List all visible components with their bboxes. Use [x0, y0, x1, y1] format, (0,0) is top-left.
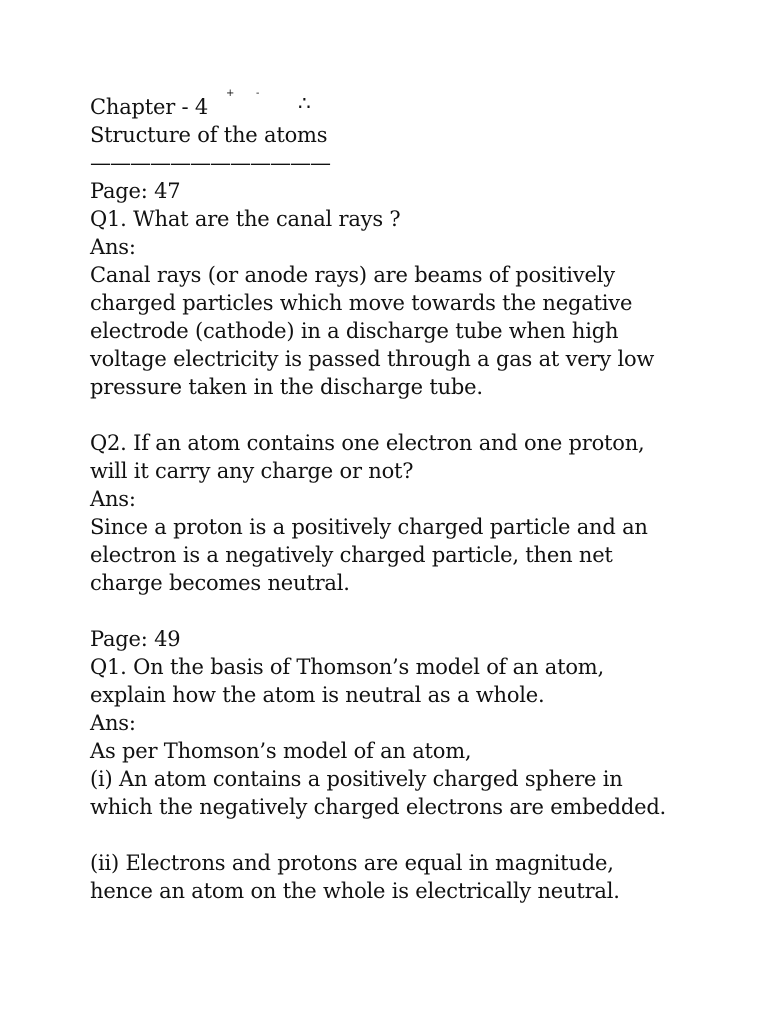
answer-line: voltage electricity is passed through a gas at very low: [90, 347, 655, 371]
paragraph-gap: [90, 597, 730, 625]
answer-line: electrode (cathode) in a discharge tube when high: [90, 319, 619, 343]
question-q1-p47: Q1. What are the canal rays ?: [90, 207, 401, 231]
answer-line: charged particles which move towards the negative: [90, 291, 633, 315]
chapter-heading: Chapter - 4: [90, 95, 209, 119]
answer-line: As per Thomson’s model of an atom,: [90, 739, 472, 763]
answer-line: electron is a negatively charged particle, then net: [90, 543, 613, 567]
page-label-49: Page: 49: [90, 627, 181, 651]
minus-mark: -: [256, 88, 260, 99]
answer-line: (i) An atom contains a positively charged sphere in: [90, 767, 623, 791]
chapter-heading-row: [90, 88, 730, 121]
answer-line: which the negatively charged electrons are embedded.: [90, 795, 667, 819]
paragraph-gap: [90, 821, 730, 849]
answer-label: Ans:: [90, 487, 136, 511]
question-q1-p49: Q1. On the basis of Thomson’s model of an atom,: [90, 655, 604, 679]
question-q2-p47-cont: will it carry any charge or not?: [90, 459, 414, 483]
answer-label: Ans:: [90, 711, 136, 735]
answer-line: charge becomes neutral.: [90, 571, 350, 595]
question-q1-p49-cont: explain how the atom is neutral as a whole.: [90, 683, 545, 707]
answer-line: pressure taken in the discharge tube.: [90, 375, 483, 399]
answer-line: (ii) Electrons and protons are equal in magnitude,: [90, 851, 614, 875]
heading-rule: ————————————: [90, 151, 330, 175]
answer-label: Ans:: [90, 235, 136, 259]
page-label-47: Page: 47: [90, 179, 181, 203]
answer-line: Canal rays (or anode rays) are beams of positively: [90, 263, 615, 287]
answer-line: hence an atom on the whole is electrically neutral.: [90, 879, 620, 903]
answer-line: Since a proton is a positively charged particle and an: [90, 515, 648, 539]
question-q2-p47: Q2. If an atom contains one electron and one proton,: [90, 431, 645, 455]
chapter-title: Structure of the atoms: [90, 123, 328, 147]
plus-mark: +: [226, 88, 235, 99]
therefore-mark: ∴: [298, 91, 311, 115]
document-page: [90, 88, 730, 905]
paragraph-gap: [90, 401, 730, 429]
